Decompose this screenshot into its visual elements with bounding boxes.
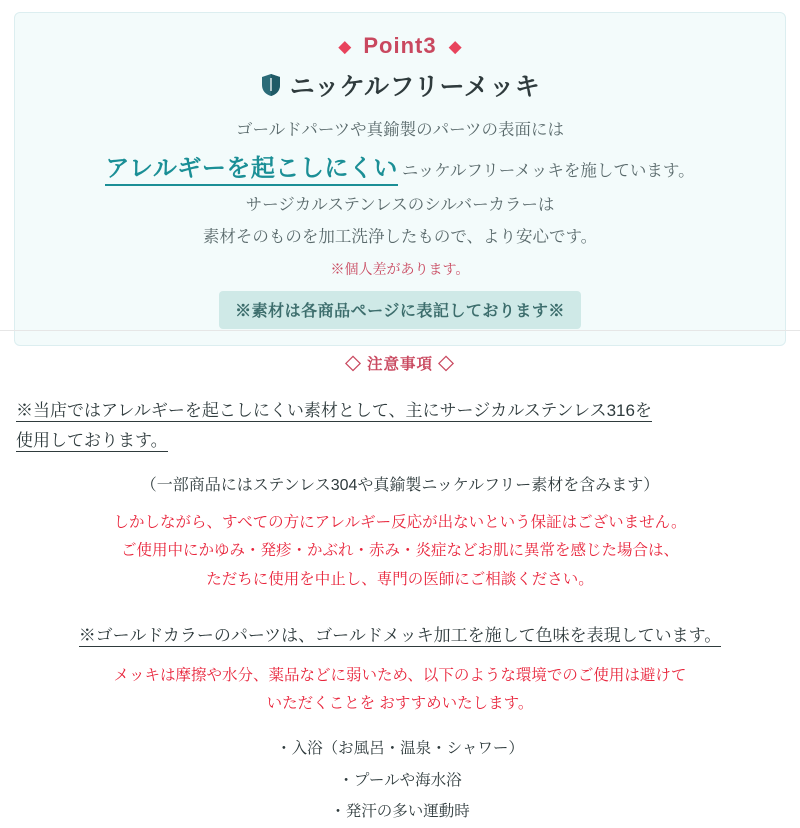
note-plating-line-2: いただくことを おすすめいたします。 xyxy=(266,695,534,713)
note-plating-line-1: メッキは摩擦や水分、薬品などに弱いため、以下のような環境でのご使用は避けて xyxy=(113,666,687,684)
note-block-material xyxy=(10,396,790,456)
note-allergy-line-3: ただちに使用を中止し、専門の医師にご相談ください。 xyxy=(206,570,594,588)
list-item: ・入浴（お風呂・温泉・シャワー） xyxy=(276,739,524,757)
point3-card xyxy=(14,12,786,346)
diamond-right-icon: ◆ xyxy=(448,36,462,56)
card-ribbon-wrap xyxy=(35,279,765,329)
material-note-ribbon: ※素材は各商品ページに表記しております※ xyxy=(219,291,581,329)
list-item: ・発汗の多い運動時 xyxy=(330,803,470,821)
card-line-3: 素材そのものを加工洗浄したもので、より安心です。 xyxy=(202,227,598,246)
shield-icon xyxy=(260,73,282,97)
note-block-allergy-warning xyxy=(10,509,790,595)
note-gold-heading: ※ゴールドカラーのパーツは、ゴールドメッキ加工を施して色味を表現しています。 xyxy=(78,625,722,645)
card-line-2: サージカルステンレスのシルバーカラーは xyxy=(245,196,555,215)
card-headline-row xyxy=(35,67,765,103)
note-block-plating-warning xyxy=(10,662,790,719)
section-divider xyxy=(0,330,800,331)
diamond-left-icon: ◆ xyxy=(338,36,352,56)
card-individual-note: ※個人差があります。 xyxy=(330,261,470,278)
card-emphasis-strong: アレルギーを起こしにくい xyxy=(105,148,397,186)
note-paren: （一部商品にはステンレス304や真鍮製ニッケルフリー素材を含みます） xyxy=(140,476,660,494)
notes-section xyxy=(0,352,800,828)
list-item: ・プールや海水浴 xyxy=(338,771,462,789)
note-material-line-1: ※当店ではアレルギーを起こしにくい素材として、主にサージカルステンレス316を xyxy=(16,401,652,420)
point-label: Point3 xyxy=(363,33,437,58)
card-line-1: ゴールドパーツや真鍮製のパーツの表面には xyxy=(235,121,565,139)
note-material-line-2: 使用しております。 xyxy=(16,430,168,450)
notes-title: ◇ 注意事項 ◇ xyxy=(345,356,455,373)
note-allergy-line-2: ご使用中にかゆみ・発疹・かぶれ・赤み・炎症などお肌に異常を感じた場合は、 xyxy=(120,542,679,560)
note-allergy-line-1: しかしながら、すべての方にアレルギー反応が出ないという保証はございません。 xyxy=(113,513,687,531)
point-heading-row xyxy=(35,33,765,59)
card-headline: ニッケルフリーメッキ xyxy=(289,73,541,101)
card-emphasis-rest: ニッケルフリーメッキを施しています。 xyxy=(401,162,695,181)
avoid-conditions-list xyxy=(10,733,790,828)
card-emphasis-row xyxy=(35,148,765,186)
